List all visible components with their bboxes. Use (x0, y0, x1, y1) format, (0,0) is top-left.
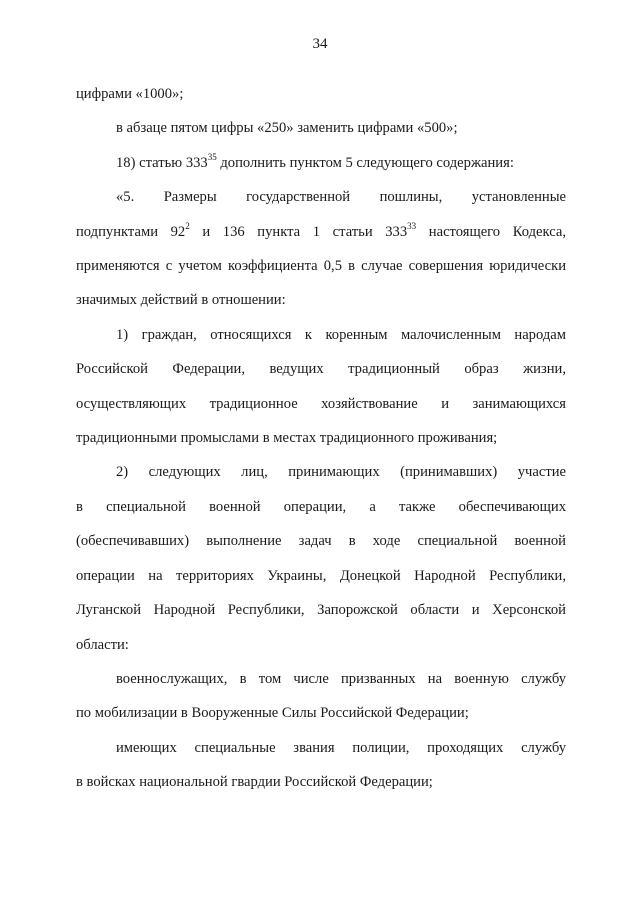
paragraph-6-line-3: (обеспечивавших) выполнение задач в ходе специальной военной (76, 533, 566, 550)
paragraph-8-line-2: в войсках национальной гвардии Российской Федерации; (76, 774, 433, 791)
paragraph-3 (76, 146, 566, 180)
superscript: 33 (407, 220, 417, 231)
paragraph-1 (76, 77, 566, 111)
paragraph-4-line-2-start: подпунктами 92 (76, 223, 186, 240)
paragraph-3-text-start: 18) статью 333 (116, 154, 208, 171)
paragraph-4-line-2 (76, 215, 566, 249)
paragraph-5-line-1: 1) граждан, относящихся к коренным малочисленным народам (116, 326, 566, 343)
paragraph-5-line-3: осуществляющих традиционное хозяйствование и занимающихся (76, 395, 566, 412)
page-number: 34 (312, 36, 328, 52)
paragraph-4 (76, 180, 566, 318)
paragraph-3-text-end: дополнить пунктом 5 следующего содержания: (216, 154, 514, 171)
paragraph-2 (76, 111, 566, 145)
paragraph-6-line-4: операции на территориях Украины, Донецкой Народной Республики, (76, 567, 566, 584)
paragraph-7-line-2: по мобилизации в Вооруженные Силы Российской Федерации; (76, 705, 469, 722)
paragraph-4-line-4: значимых действий в отношении: (76, 292, 286, 309)
paragraph-8-line-1: имеющих специальные звания полиции, проходящих службу (116, 739, 566, 756)
paragraph-6-line-2: в специальной военной операции, а также обеспечивающих (76, 498, 566, 515)
paragraph-6-line-5: Луганской Народной Республики, Запорожской области и Херсонской (76, 602, 566, 619)
paragraph-4-line-3: применяются с учетом коэффициента 0,5 в случае совершения юридически (76, 258, 566, 275)
paragraph-7 (76, 662, 566, 731)
paragraph-5-line-4: традиционными промыслами в местах традиционного проживания; (76, 430, 498, 447)
document-body (76, 77, 566, 800)
paragraph-5 (76, 318, 566, 456)
paragraph-8 (76, 731, 566, 800)
paragraph-4-line-1: «5. Размеры государственной пошлины, установленные (116, 189, 566, 206)
paragraph-4-line-2-middle: и 136 пункта 1 статьи 333 (189, 223, 408, 240)
superscript: 35 (207, 151, 217, 162)
paragraph-6 (76, 455, 566, 661)
superscript: 2 (185, 220, 190, 231)
paragraph-1-text: цифрами «1000»; (76, 86, 184, 102)
paragraph-6-line-6: области: (76, 636, 129, 653)
paragraph-4-line-2-end: настоящего Кодекса, (416, 223, 567, 240)
paragraph-5-line-2: Российской Федерации, ведущих традиционный образ жизни, (76, 361, 566, 378)
paragraph-2-text: в абзаце пятом цифры «250» заменить цифрами «500»; (116, 120, 458, 137)
paragraph-7-line-1: военнослужащих, в том числе призванных на военную службу (116, 670, 566, 687)
paragraph-6-line-1: 2) следующих лиц, принимающих (принимавших) участие (116, 464, 566, 481)
